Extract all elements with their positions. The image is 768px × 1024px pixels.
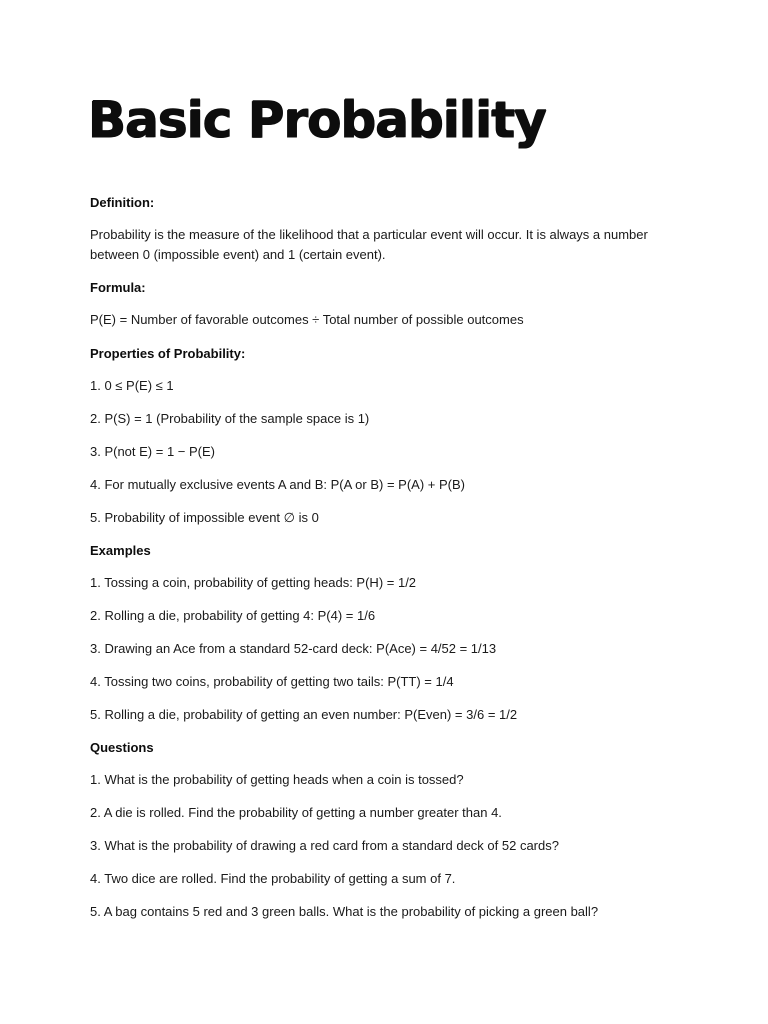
example-item: 5. Rolling a die, probability of getting an even number: P(Even) = 3/6 = 1/2	[90, 707, 518, 722]
example-item: 1. Tossing a coin, probability of getting heads: P(H) = 1/2	[90, 575, 417, 590]
formula-heading: Formula:	[90, 280, 146, 295]
properties-heading: Properties of Probability:	[90, 346, 246, 361]
question-item: 2. A die is rolled. Find the probability of getting a number greater than 4.	[90, 805, 502, 820]
question-item: 1. What is the probability of getting heads when a coin is tossed?	[90, 772, 464, 787]
property-item: 5. Probability of impossible event ∅ is 0	[90, 510, 319, 525]
question-item: 3. What is the probability of drawing a red card from a standard deck of 52 cards?	[90, 838, 559, 853]
property-item: 4. For mutually exclusive events A and B: P(A or B) = P(A) + P(B)	[90, 477, 465, 492]
formula-text: P(E) = Number of favorable outcomes ÷ Total number of possible outcomes	[90, 312, 524, 327]
examples-heading: Examples	[90, 543, 151, 558]
example-item: 3. Drawing an Ace from a standard 52-card deck: P(Ace) = 4/52 = 1/13	[90, 641, 497, 656]
definition-text: Probability is the measure of the likelihood that a particular event will occur. It is always a number between 0 (impossible event) and 1 (certain event).	[90, 227, 648, 262]
page-title: Basic Probability	[88, 91, 546, 149]
question-item: 5. A bag contains 5 red and 3 green balls. What is the probability of picking a green ball?	[90, 904, 599, 919]
example-item: 2. Rolling a die, probability of getting 4: P(4) = 1/6	[90, 608, 376, 623]
property-item: 1. 0 ≤ P(E) ≤ 1	[90, 378, 174, 393]
question-item: 4. Two dice are rolled. Find the probability of getting a sum of 7.	[90, 871, 456, 886]
property-item: 2. P(S) = 1 (Probability of the sample space is 1)	[90, 411, 370, 426]
questions-heading: Questions	[90, 740, 154, 755]
definition-heading: Definition:	[90, 195, 155, 210]
example-item: 4. Tossing two coins, probability of getting two tails: P(TT) = 1/4	[90, 674, 454, 689]
property-item: 3. P(not E) = 1 − P(E)	[90, 444, 215, 459]
